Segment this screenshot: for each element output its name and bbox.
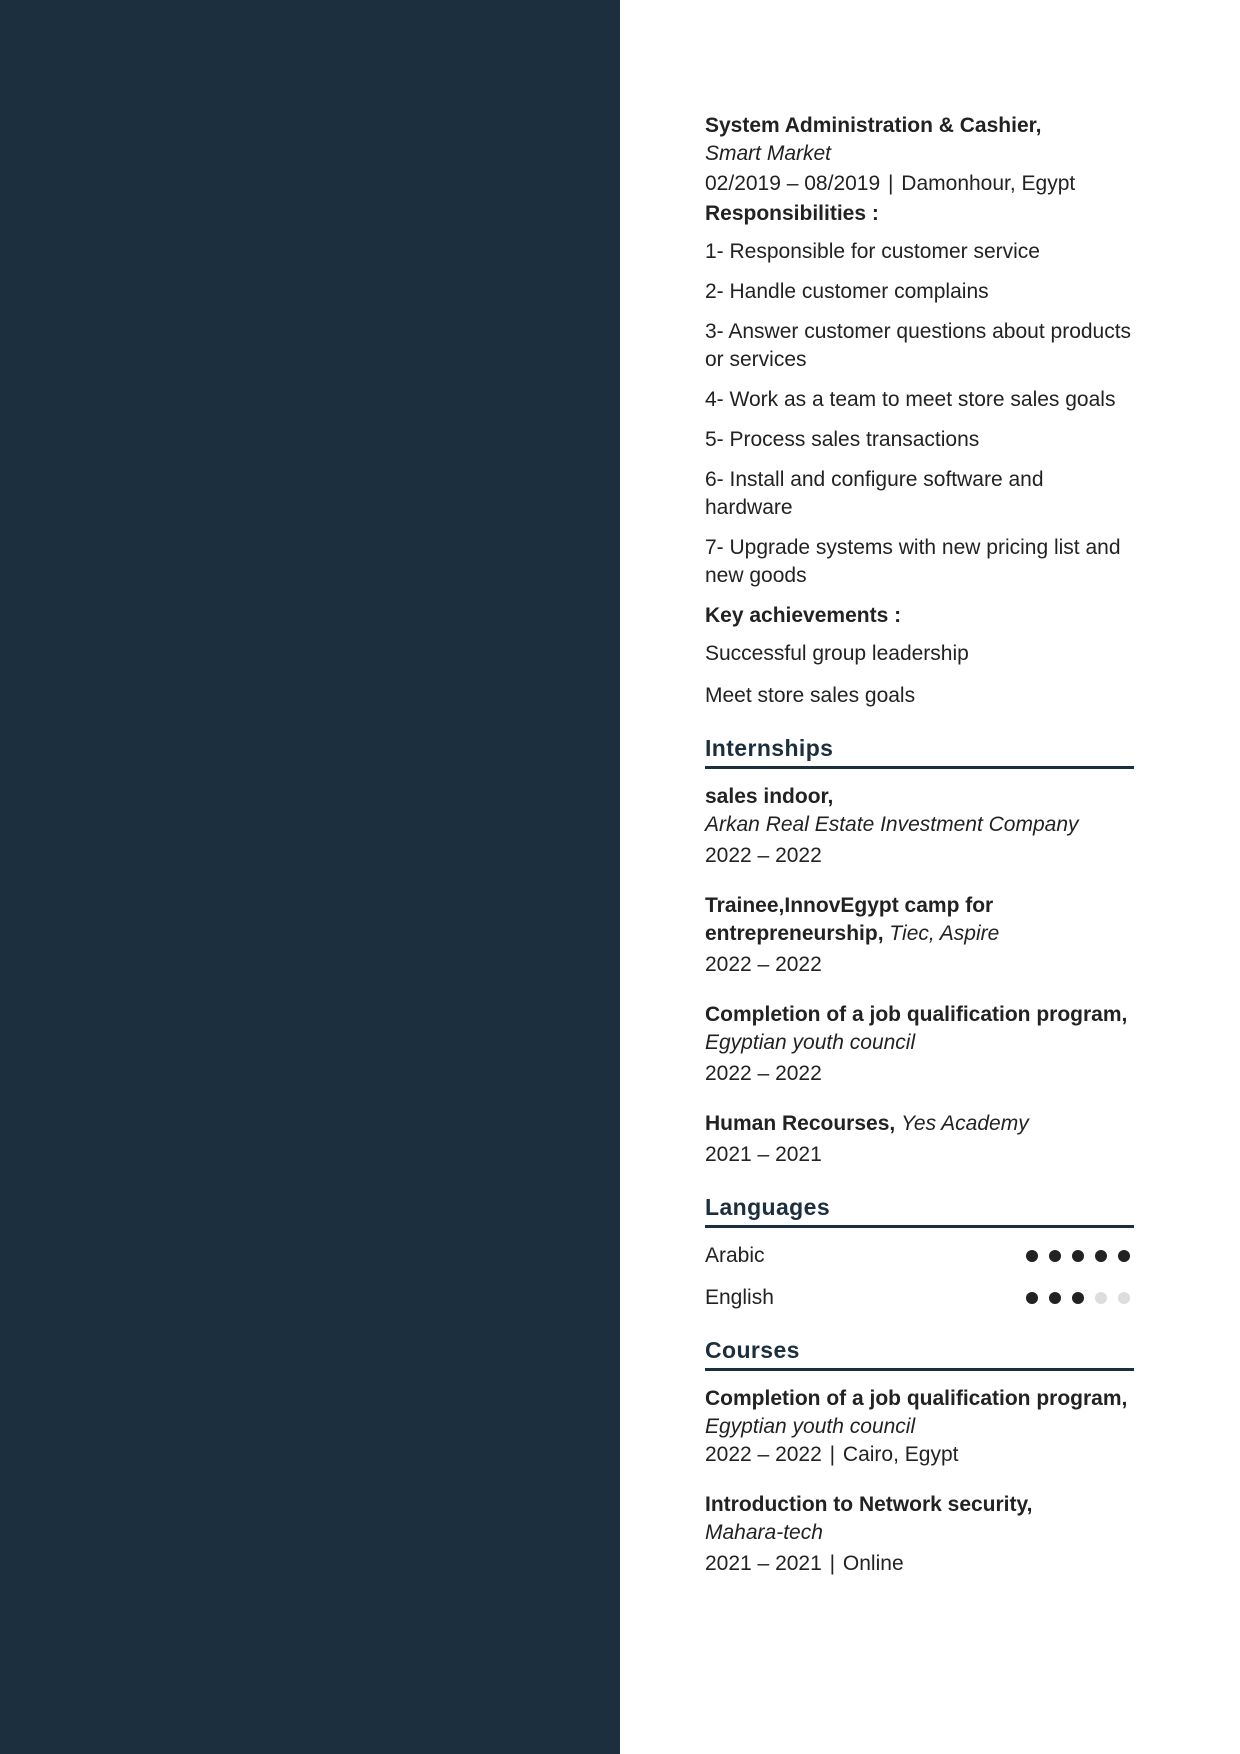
level-dot-filled [1095,1250,1107,1262]
level-dot-filled [1049,1250,1061,1262]
language-row [705,1242,1134,1270]
level-dot-filled [1118,1250,1130,1262]
job-dates: 02/2019 – 08/2019 [705,172,881,195]
list-item: 2- Handle customer complains [705,280,989,303]
entry-title: Trainee,InnovEgypt camp for entrepreneurship, [705,894,994,945]
language-name: Arabic [705,1244,765,1267]
level-dot-filled [1026,1292,1038,1304]
responsibilities-label: Responsibilities : [705,202,879,225]
list-item: 1- Responsible for customer service [705,240,1040,263]
entry-org: Tiec, Aspire [889,922,1000,945]
language-level-dots [1026,1250,1130,1262]
level-dot-filled [1049,1292,1061,1304]
list-item: Meet store sales goals [705,684,916,707]
entry-location: Online [842,1552,904,1575]
internships-heading: Internships [705,734,1134,769]
job-location: Damonhour, Egypt [901,172,1076,195]
level-dot-filled [1072,1250,1084,1262]
entry-dates: 2021 – 2021 [705,1552,822,1575]
achievements-list [705,640,1134,710]
entry-title: Human Recourses, [705,1112,896,1135]
entry-location: Cairo, Egypt [842,1443,959,1466]
course-entry: Completion of a job qualification program, Egyptian youth council 2022 – 2022 | Cairo, Egypt [705,1387,1128,1466]
internship-entry [705,783,1134,870]
language-level-dots [1026,1292,1130,1304]
entry-dates: 2022 – 2022 [705,953,822,976]
internship-entry [705,1001,1134,1088]
list-item: 3- Answer customer questions about products or services [705,320,1132,371]
achievements-label: Key achievements : [705,604,902,627]
course-entry: Introduction to Network security, Mahara-tech 2021 – 2021 | Online [705,1493,1033,1575]
entry-org: Egyptian youth council [705,1415,916,1438]
entry-title: Completion of a job qualification program, [705,1387,1128,1410]
level-dot-empty [1118,1292,1130,1304]
job-title: System Administration & Cashier, [705,114,1042,137]
entry-dates: 2022 – 2022 [705,1443,822,1466]
language-row [705,1284,1134,1312]
level-dot-filled [1026,1250,1038,1262]
company-name: Smart Market [705,142,832,165]
responsibilities-list [705,238,1134,590]
courses-heading: Courses [705,1336,1134,1371]
internship-entry [705,1110,1134,1169]
entry-title: Completion of a job qualification program, [705,1003,1128,1026]
entry-org: Yes Academy [901,1112,1029,1135]
entry-org: Arkan Real Estate Investment Company [705,813,1079,836]
list-item: 6- Install and configure software and hardware [705,468,1044,519]
languages-heading: Languages [705,1193,1134,1228]
entry-org: Mahara-tech [705,1521,823,1544]
experience-entry [705,112,1134,710]
languages-list [705,1242,1134,1312]
courses-list [705,1385,1134,1578]
list-item: 5- Process sales transactions [705,428,980,451]
entry-title: Introduction to Network security, [705,1493,1033,1516]
main-column [705,112,1134,1600]
level-dot-empty [1095,1292,1107,1304]
list-item: 7- Upgrade systems with new pricing list and new goods [705,536,1121,587]
level-dot-filled [1072,1292,1084,1304]
entry-dates: 2021 – 2021 [705,1143,822,1166]
job-meta: 02/2019 – 08/2019 | Damonhour, Egypt [705,172,1076,195]
entry-org: Egyptian youth council [705,1031,916,1054]
list-item: Successful group leadership [705,642,969,665]
internships-list [705,783,1134,1169]
internship-entry [705,892,1134,979]
list-item: 4- Work as a team to meet store sales goals [705,388,1116,411]
entry-title: sales indoor, [705,785,834,808]
entry-dates: 2022 – 2022 [705,844,822,867]
language-name: English [705,1286,774,1309]
entry-dates: 2022 – 2022 [705,1062,822,1085]
